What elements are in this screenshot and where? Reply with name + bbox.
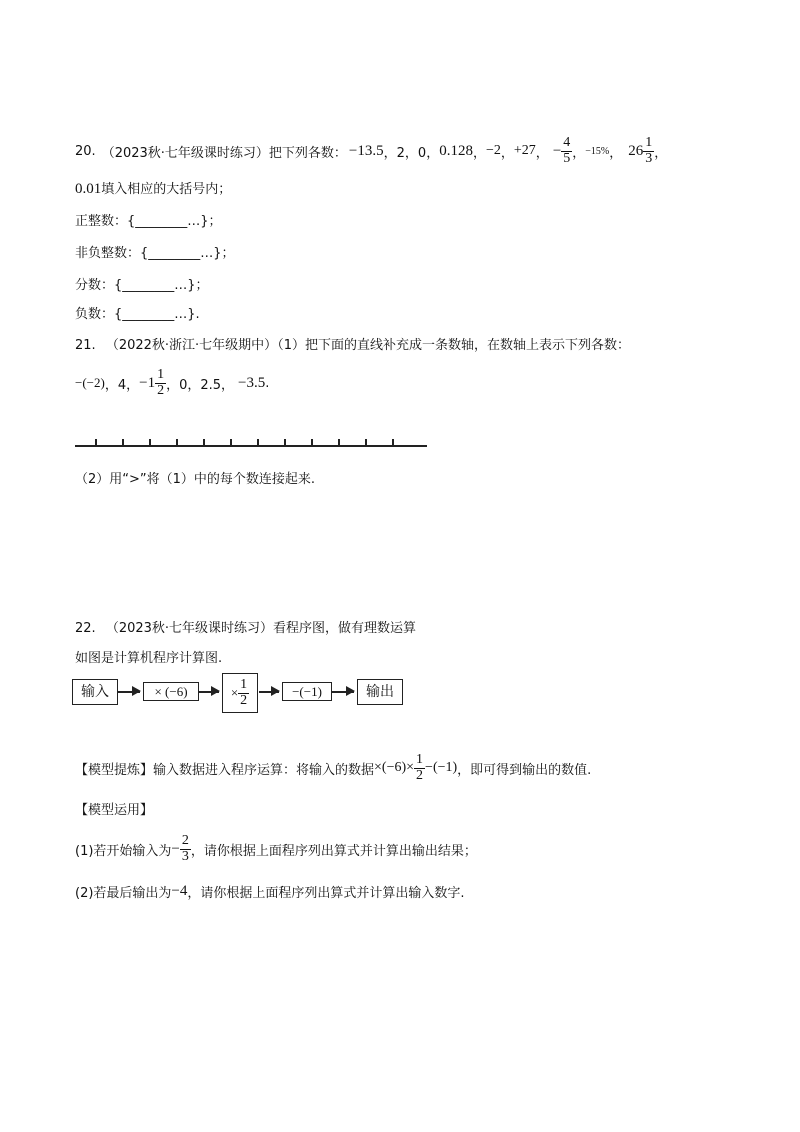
q20-num-5: +27 bbox=[513, 143, 536, 158]
q20-sep: ， bbox=[500, 145, 514, 161]
number-line-tick bbox=[95, 439, 97, 445]
answer-blank: {________…}； bbox=[127, 214, 222, 229]
part1-sign: − bbox=[171, 840, 180, 857]
q22-part2 bbox=[75, 882, 465, 901]
fraction-denominator: 3 bbox=[645, 150, 653, 166]
q20-sep: ， bbox=[609, 145, 623, 161]
flow-step1-box bbox=[143, 682, 199, 701]
mixed-whole: 26 bbox=[628, 142, 644, 159]
q20-num-3: 0.128 bbox=[439, 142, 473, 159]
number-line-tick bbox=[257, 439, 259, 445]
number-line-tick bbox=[122, 439, 124, 445]
model-fraction bbox=[414, 753, 425, 783]
q20-sep: ， bbox=[472, 145, 486, 161]
fraction-denominator: 2 bbox=[416, 767, 424, 783]
q22-part1 bbox=[75, 830, 477, 868]
q20-num-1: −13.5 bbox=[348, 142, 384, 159]
part1-text-b: ，请你根据上面程序列出算式并计算出输出结果； bbox=[190, 843, 477, 859]
q21-values bbox=[75, 364, 269, 402]
fraction-numerator: 1 bbox=[157, 366, 165, 382]
q20-sep: ， bbox=[654, 145, 668, 161]
fraction-numerator: 1 bbox=[416, 751, 424, 767]
q20-num-4: −2 bbox=[485, 143, 501, 158]
q22-subtitle: 如图是计算机程序计算图. bbox=[75, 651, 223, 666]
answer-label: 分数： bbox=[75, 278, 115, 293]
fraction-numerator: 4 bbox=[563, 134, 571, 150]
q21-part2: （2）用“>”将（1）中的每个数连接起来. bbox=[75, 472, 316, 487]
q21-part1: （1）把下面的直线补充成一条数轴，在数轴上表示下列各数： bbox=[277, 338, 630, 353]
q20-num-6-sign: − bbox=[552, 142, 562, 159]
fraction-numerator: 1 bbox=[240, 676, 248, 692]
q22-model-line bbox=[75, 748, 591, 788]
answer-blank: {________…}； bbox=[140, 246, 235, 261]
model-formula-a: ×(−6)× bbox=[374, 760, 415, 775]
answer-label: 正整数： bbox=[75, 214, 128, 229]
q20-line2 bbox=[75, 178, 231, 198]
q21-value-4: ，0，2.5， bbox=[166, 377, 235, 393]
flow-arrow bbox=[259, 691, 279, 693]
fraction-denominator: 3 bbox=[181, 848, 189, 864]
flow-step2-op: × bbox=[230, 685, 239, 700]
number-line-tick bbox=[338, 439, 340, 445]
q20-answer-line bbox=[75, 303, 200, 322]
part2-text-b: ，请你根据上面程序列出算式并计算出输入数字. bbox=[187, 886, 465, 901]
q20-num-8-mixed bbox=[628, 136, 654, 166]
number-line-tick bbox=[176, 439, 178, 445]
flow-output-box bbox=[357, 679, 403, 705]
q20-answer-line bbox=[75, 242, 235, 261]
q20-answer-line bbox=[75, 210, 222, 229]
q21-value-5: −3.5 bbox=[238, 374, 266, 391]
q20-fill-text: 填入相应的大括号内； bbox=[101, 182, 232, 197]
number-line-tick bbox=[149, 439, 151, 445]
q20-number: 20. bbox=[75, 143, 96, 159]
number-line-tick bbox=[203, 439, 205, 445]
q22-title: 看程序图，做有理数运算 bbox=[273, 621, 417, 636]
flow-step2-box bbox=[222, 673, 258, 713]
answer-blank: {________…}. bbox=[114, 307, 200, 322]
q21-number: 21. bbox=[75, 338, 96, 353]
flow-arrow bbox=[118, 691, 140, 693]
fraction-denominator: 5 bbox=[563, 150, 571, 166]
flow-arrow bbox=[199, 691, 219, 693]
q20-num-6-fraction bbox=[561, 136, 572, 166]
flow-step1-label: × (−6) bbox=[154, 684, 188, 699]
part2-value: −4 bbox=[171, 883, 188, 899]
q20-line1 bbox=[75, 134, 667, 168]
flow-input-box bbox=[72, 679, 118, 705]
q20-source: （2023秋·七年级课时练习） bbox=[101, 145, 269, 161]
flow-step2-fraction bbox=[238, 678, 249, 708]
model-tag: 【模型提炼】 bbox=[75, 762, 154, 778]
part1-text-a: (1)若开始输入为 bbox=[75, 843, 172, 859]
flow-input-label: 输入 bbox=[81, 684, 109, 700]
q22-line1 bbox=[75, 617, 416, 636]
flow-arrow bbox=[332, 691, 354, 693]
part1-fraction bbox=[180, 834, 191, 864]
q21-source: （2022秋·浙江·七年级期中） bbox=[105, 338, 278, 353]
number-line-tick bbox=[365, 439, 367, 445]
answer-blank: {________…}； bbox=[114, 278, 209, 293]
number-line-tick bbox=[230, 439, 232, 445]
q21-value-3-mixed bbox=[139, 368, 166, 398]
model-end: ，即可得到输出的数值. bbox=[457, 762, 592, 778]
answer-label: 非负整数： bbox=[75, 246, 141, 261]
q20-answer-line bbox=[75, 274, 209, 293]
q20-num-7: −15% bbox=[585, 145, 610, 157]
number-line bbox=[75, 445, 427, 447]
q21-value-1: −(−2) bbox=[75, 375, 105, 390]
q20-sep: ， bbox=[383, 145, 397, 161]
q22-source: （2023秋·七年级课时练习） bbox=[105, 621, 274, 636]
q22-use-tag: 【模型运用】 bbox=[75, 803, 154, 818]
q21-line1 bbox=[75, 334, 630, 353]
q20-intro: 把下列各数： bbox=[268, 145, 347, 161]
flow-step3-label: −(−1) bbox=[292, 684, 322, 699]
number-line-tick bbox=[284, 439, 286, 445]
q21-value-2: ，4， bbox=[104, 377, 140, 393]
number-line-tick bbox=[392, 439, 394, 445]
flow-step3-box bbox=[282, 682, 332, 701]
model-formula-b: −(−1) bbox=[425, 760, 458, 775]
answer-label: 负数： bbox=[75, 307, 115, 322]
number-line-tick bbox=[311, 439, 313, 445]
fraction-numerator: 2 bbox=[181, 832, 189, 848]
q21-value-6: . bbox=[265, 375, 270, 391]
model-text: 输入数据进入程序运算：将输入的数据 bbox=[153, 762, 375, 778]
flow-output-label: 输出 bbox=[366, 684, 394, 700]
part2-text-a: (2)若最后输出为 bbox=[75, 886, 172, 901]
mixed-whole: −1 bbox=[139, 374, 156, 391]
q20-num-2: 2，0， bbox=[396, 145, 440, 161]
fraction-denominator: 2 bbox=[240, 692, 248, 708]
fraction-denominator: 2 bbox=[157, 382, 165, 398]
q20-sep: ， bbox=[572, 145, 586, 161]
mixed-fraction bbox=[643, 136, 654, 166]
mixed-fraction bbox=[155, 368, 166, 398]
q20-sep: ， bbox=[535, 145, 549, 161]
q20-num-9: 0.01 bbox=[75, 181, 102, 197]
q22-number: 22. bbox=[75, 621, 96, 636]
fraction-numerator: 1 bbox=[645, 134, 653, 150]
